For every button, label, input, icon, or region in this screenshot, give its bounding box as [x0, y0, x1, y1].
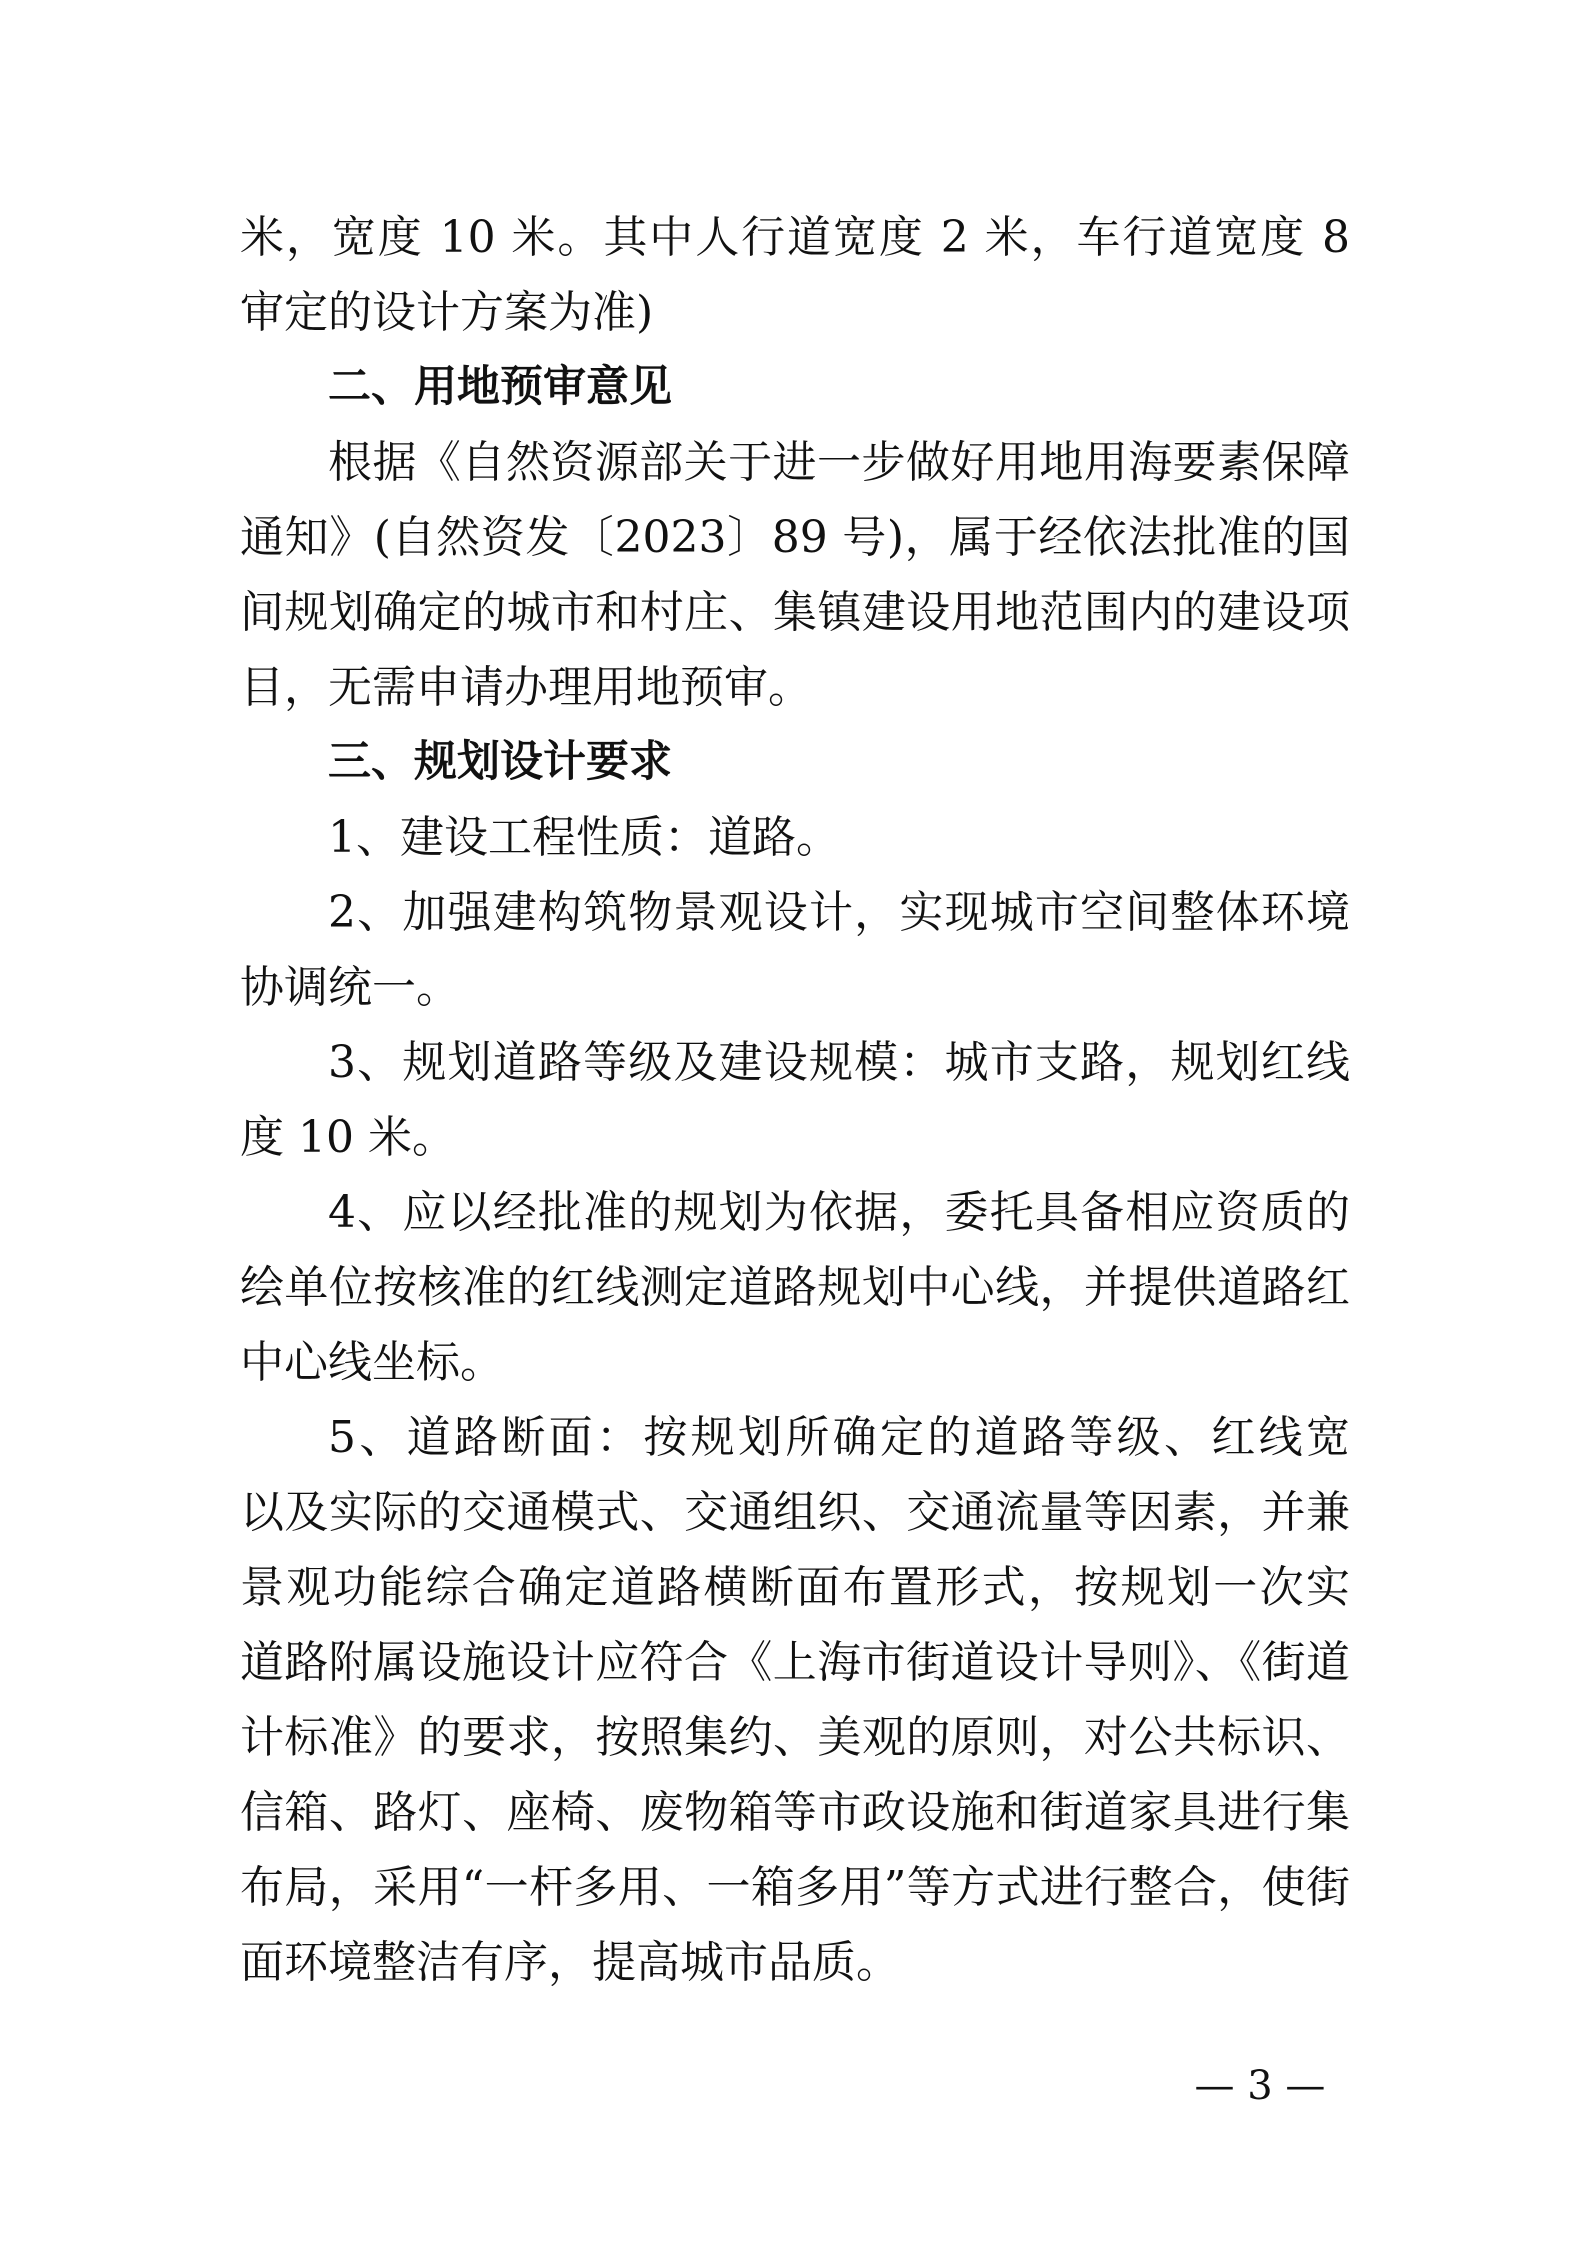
paragraph-line: 2、加强建构筑物景观设计，实现城市空间整体环境	[328, 887, 1350, 938]
paragraph-line: 米，宽度 10 米。其中人行道宽度 2 米，车行道宽度 8	[240, 212, 1350, 263]
paragraph-line: 布局，采用“一杆多用、一箱多用”等方式进行整合，使街	[240, 1862, 1350, 1913]
paragraph-line: 1、建设工程性质：道路。	[328, 812, 840, 863]
page-number: — 3 —	[1194, 2063, 1326, 2109]
paragraph-line: 计标准》的要求，按照集约、美观的原则，对公共标识、	[240, 1712, 1350, 1763]
section-heading: 二、用地预审意见	[328, 362, 672, 412]
paragraph-line: 以及实际的交通模式、交通组织、交通流量等因素，并兼	[240, 1487, 1350, 1538]
paragraph-line: 绘单位按核准的红线测定道路规划中心线，并提供道路红	[240, 1262, 1350, 1313]
paragraph-line: 协调统一。	[240, 962, 460, 1013]
document-page	[240, 200, 1350, 2000]
paragraph-line: 审定的设计方案为准)	[240, 287, 654, 338]
paragraph-line: 道路附属设施设计应符合《上海市街道设计导则》、《街道	[240, 1637, 1350, 1688]
paragraph-line: 度 10 米。	[240, 1112, 456, 1163]
paragraph-line: 中心线坐标。	[240, 1337, 504, 1388]
section-heading: 三、规划设计要求	[328, 737, 672, 787]
paragraph-line: 信箱、路灯、座椅、废物箱等市政设施和街道家具进行集	[240, 1787, 1350, 1838]
paragraph-line: 3、规划道路等级及建设规模：城市支路，规划红线	[328, 1037, 1350, 1088]
paragraph-line: 目，无需申请办理用地预审。	[240, 662, 812, 713]
paragraph-line: 通知》(自然资发〔2023〕89 号)，属于经依法批准的国	[240, 512, 1350, 563]
paragraph-line: 4、应以经批准的规划为依据，委托具备相应资质的	[328, 1187, 1350, 1238]
paragraph-line: 5、道路断面：按规划所确定的道路等级、红线宽	[328, 1412, 1350, 1463]
paragraph-line: 景观功能综合确定道路横断面布置形式，按规划一次实	[240, 1562, 1350, 1613]
paragraph-line: 根据《自然资源部关于进一步做好用地用海要素保障	[328, 437, 1350, 488]
paragraph-line: 间规划确定的城市和村庄、集镇建设用地范围内的建设项	[240, 587, 1350, 638]
paragraph-line: 面环境整洁有序，提高城市品质。	[240, 1937, 900, 1988]
